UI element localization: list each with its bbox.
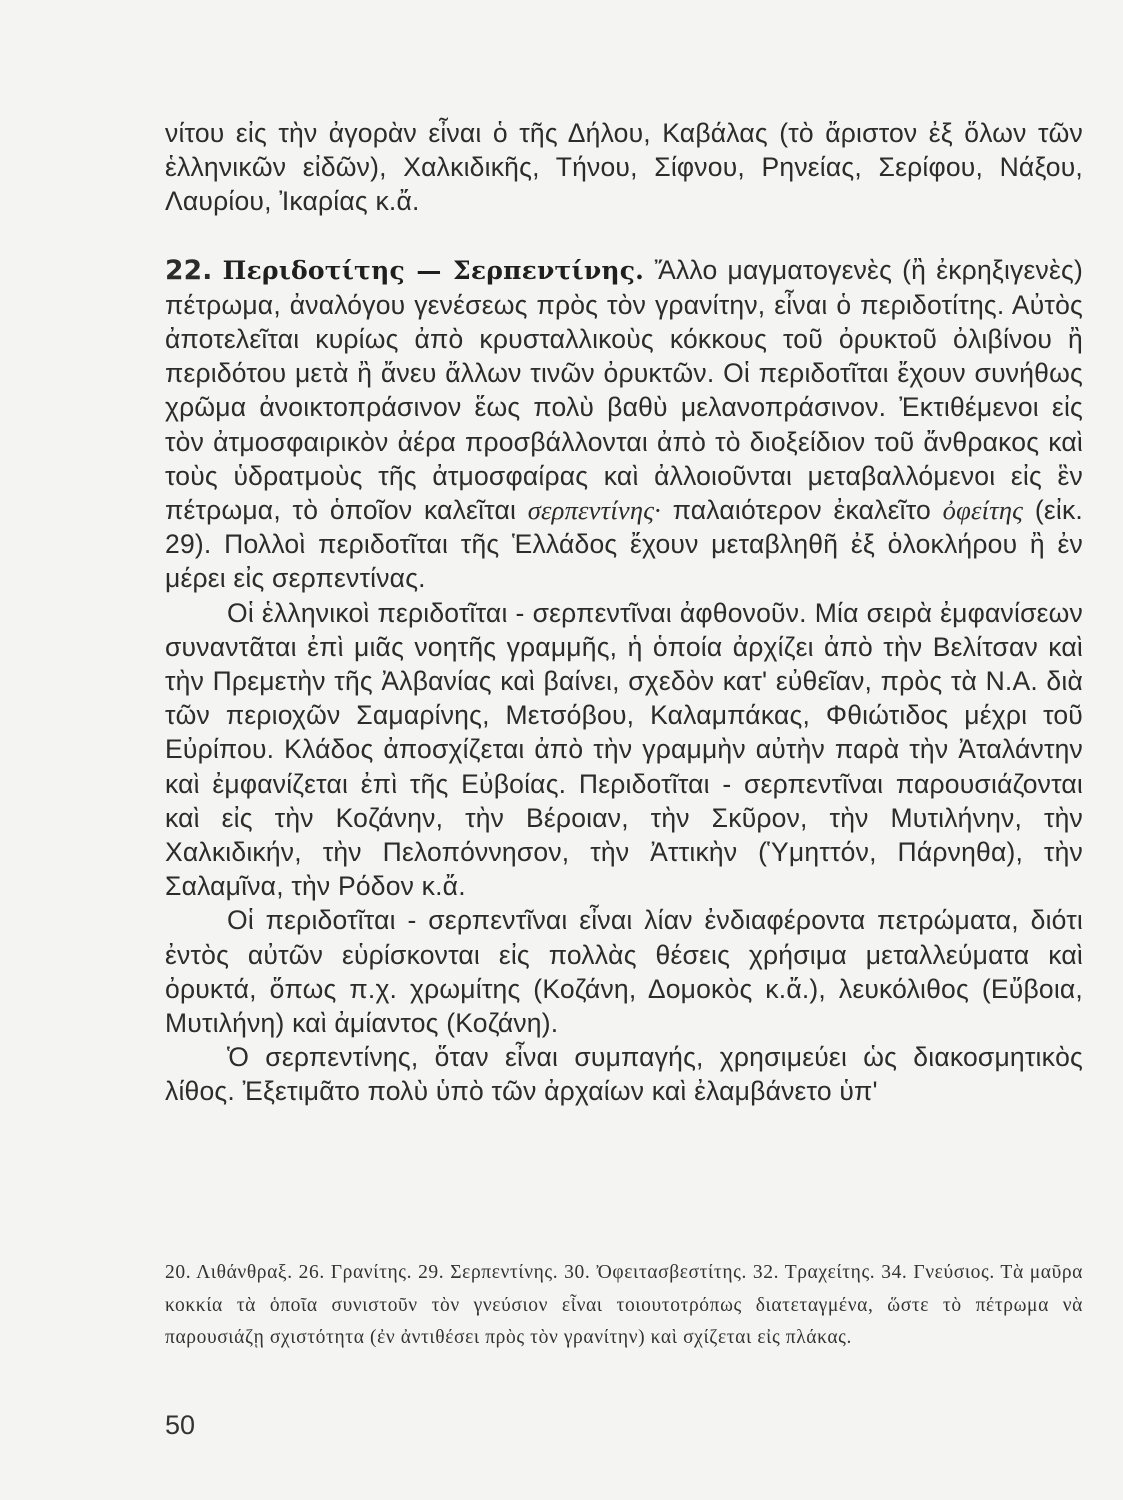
- paragraph-greek-peridotites: Οἱ ἑλληνικοὶ περιδοτῖται - σερπεντῖναι ἀφθονοῦν. Μία σειρὰ ἐμφανίσεων συναντᾶται ἐπὶ μιᾶς νοητῆς γραμμῆς, ἡ ὁποία ἀρχίζει ἀπὸ τὴν Βελίτσαν καὶ τὴν Πρεμετὴν τῆς Ἀλβανίας καὶ βαίνει, σχεδὸν κατ' εὐθεῖαν, πρὸς τὰ Ν.Α. διὰ τῶν περιοχῶν Σαμαρίνης, Μετσόβου, Καλαμπάκας, Φθιώτιδος μέχρι τοῦ Εὐρίπου. Κλάδος ἀποσχίζεται ἀπὸ τὴν γραμμὴν αὐτὴν παρὰ τὴν Ἀταλάντην καὶ ἐμφανίζεται ἐπὶ τῆς Εὐβοίας. Περιδοτῖται - σερπεντῖναι παρουσιάζονται καὶ εἰς τὴν Κοζάνην, τὴν Βέροιαν, τὴν Σκῦρον, τὴν Μυτιλήνην, τὴν Χαλκιδικήν, τὴν Πελοπόννησον, τὴν Ἀττικὴν (Ὑμηττόν, Πάρνηθα), τὴν Σαλαμῖνα, τὴν Ρόδον κ.ἄ.: [165, 597, 1083, 902]
- section-text-part-a: Ἄλλο μαγματογενὲς (ἢ ἐκρηξιγενὲς) πέτρωμα, ἀναλόγου γενέσεως πρὸς τὸν γρανίτην, εἶναι ὁ περιδοτίτης. Αὐτὸς ἀποτελεῖται κυρίως ἀπὸ κρυσταλλικοὺς κόκκους τοῦ ὀρυκτοῦ ὀλιβίνου ἢ περιδότου μετὰ ἢ ἄνευ ἄλλων τινῶν ὀρυκτῶν. Οἱ περιδοτῖται ἔχουν συνήθως χρῶμα ἀνοικτοπράσινον ἕως πολὺ βαθὺ μελανοπράσινον. Ἐκτιθέμενοι εἰς τὸν ἀτμοσφαιρικὸν ἀέρα προσβάλλονται ἀπὸ τὸ διοξείδιον τοῦ ἄνθρακος καὶ τοὺς ὑδρατμοὺς τῆς ἀτμοσφαίρας καὶ ἀλλοιοῦνται μεταβαλλόμενοι εἰς ἓν πέτρωμα, τὸ ὁποῖον καλεῖται: [165, 254, 1083, 526]
- section-number: 22.: [165, 254, 213, 286]
- section-22-paragraph: [165, 253, 1083, 596]
- paragraph-decorative-stone: Ὁ σερπεντίνης, ὅταν εἶναι συμπαγής, χρησιμεύει ὡς διακοσμητικὸς λίθος. Ἐξετιμᾶτο πολὺ ὑπὸ τῶν ἀρχαίων καὶ ἐλαμβάνετο ὑπ': [165, 1042, 1083, 1107]
- page-number: 50: [165, 1410, 196, 1440]
- section-text-part-b: παλαιότερον ἐκαλεῖτο: [672, 495, 931, 526]
- section-heading: Περιδοτίτης — Σερπεντίνης.: [222, 255, 645, 285]
- paragraph-ores: Οἱ περιδοτῖται - σερπεντῖναι εἶναι λίαν ἐνδιαφέροντα πετρώματα, διότι ἐντὸς αὐτῶν εὑρίσκονται εἰς πολλὰς θέσεις χρήσιμα μεταλλεύματα καὶ ὀρυκτά, ὅπως π.χ. χρωμίτης (Κοζάνη, Δομοκὸς κ.ἄ.), λευκόλιθος (Εὔβοια, Μυτιλήνη) καὶ ἀμίαντος (Κοζάνη).: [165, 905, 1083, 1039]
- section-text-part-c: (εἰκ. 29). Πολλοὶ περιδοτῖται τῆς Ἑλλάδος ἔχουν μεταβληθῆ ἐξ ὁλοκλήρου ἢ ἐν μέρει εἰς σερπεντίνας.: [165, 495, 1083, 594]
- term-serpentinis: σερπεντίνης·: [527, 495, 661, 526]
- term-ofeitis: ὀφείτης: [942, 495, 1024, 526]
- figure-captions: 20. Λιθάνθραξ. 26. Γρανίτης. 29. Σερπεντίνης. 30. Ὀφειτασβεστίτης. 32. Τραχείτης. 34. Γνεύσιος. Τὰ μαῦρα κοκκία τὰ ὁποῖα συνιστοῦν τὸν γνεύσιον εἶναι τοιουτοτρόπως διατεταγμένα, ὥστε τὸ πέτρωμα νὰ παρουσιάζῃ σχιστότητα (ἐν ἀντιθέσει πρὸς τὸν γρανίτην) καὶ σχίζεται εἰς πλάκας.: [165, 1262, 1083, 1348]
- main-text: [165, 116, 1083, 1109]
- intro-paragraph: νίτου εἰς τὴν ἀγορὰν εἶναι ὁ τῆς Δήλου, Καβάλας (τὸ ἄριστον ἐξ ὅλων τῶν ἑλληνικῶν εἰδῶν), Χαλκιδικῆς, Τήνου, Σίφνου, Ρηνείας, Σερίφου, Νάξου, Λαυρίου, Ἰκαρίας κ.ἄ.: [165, 118, 1083, 217]
